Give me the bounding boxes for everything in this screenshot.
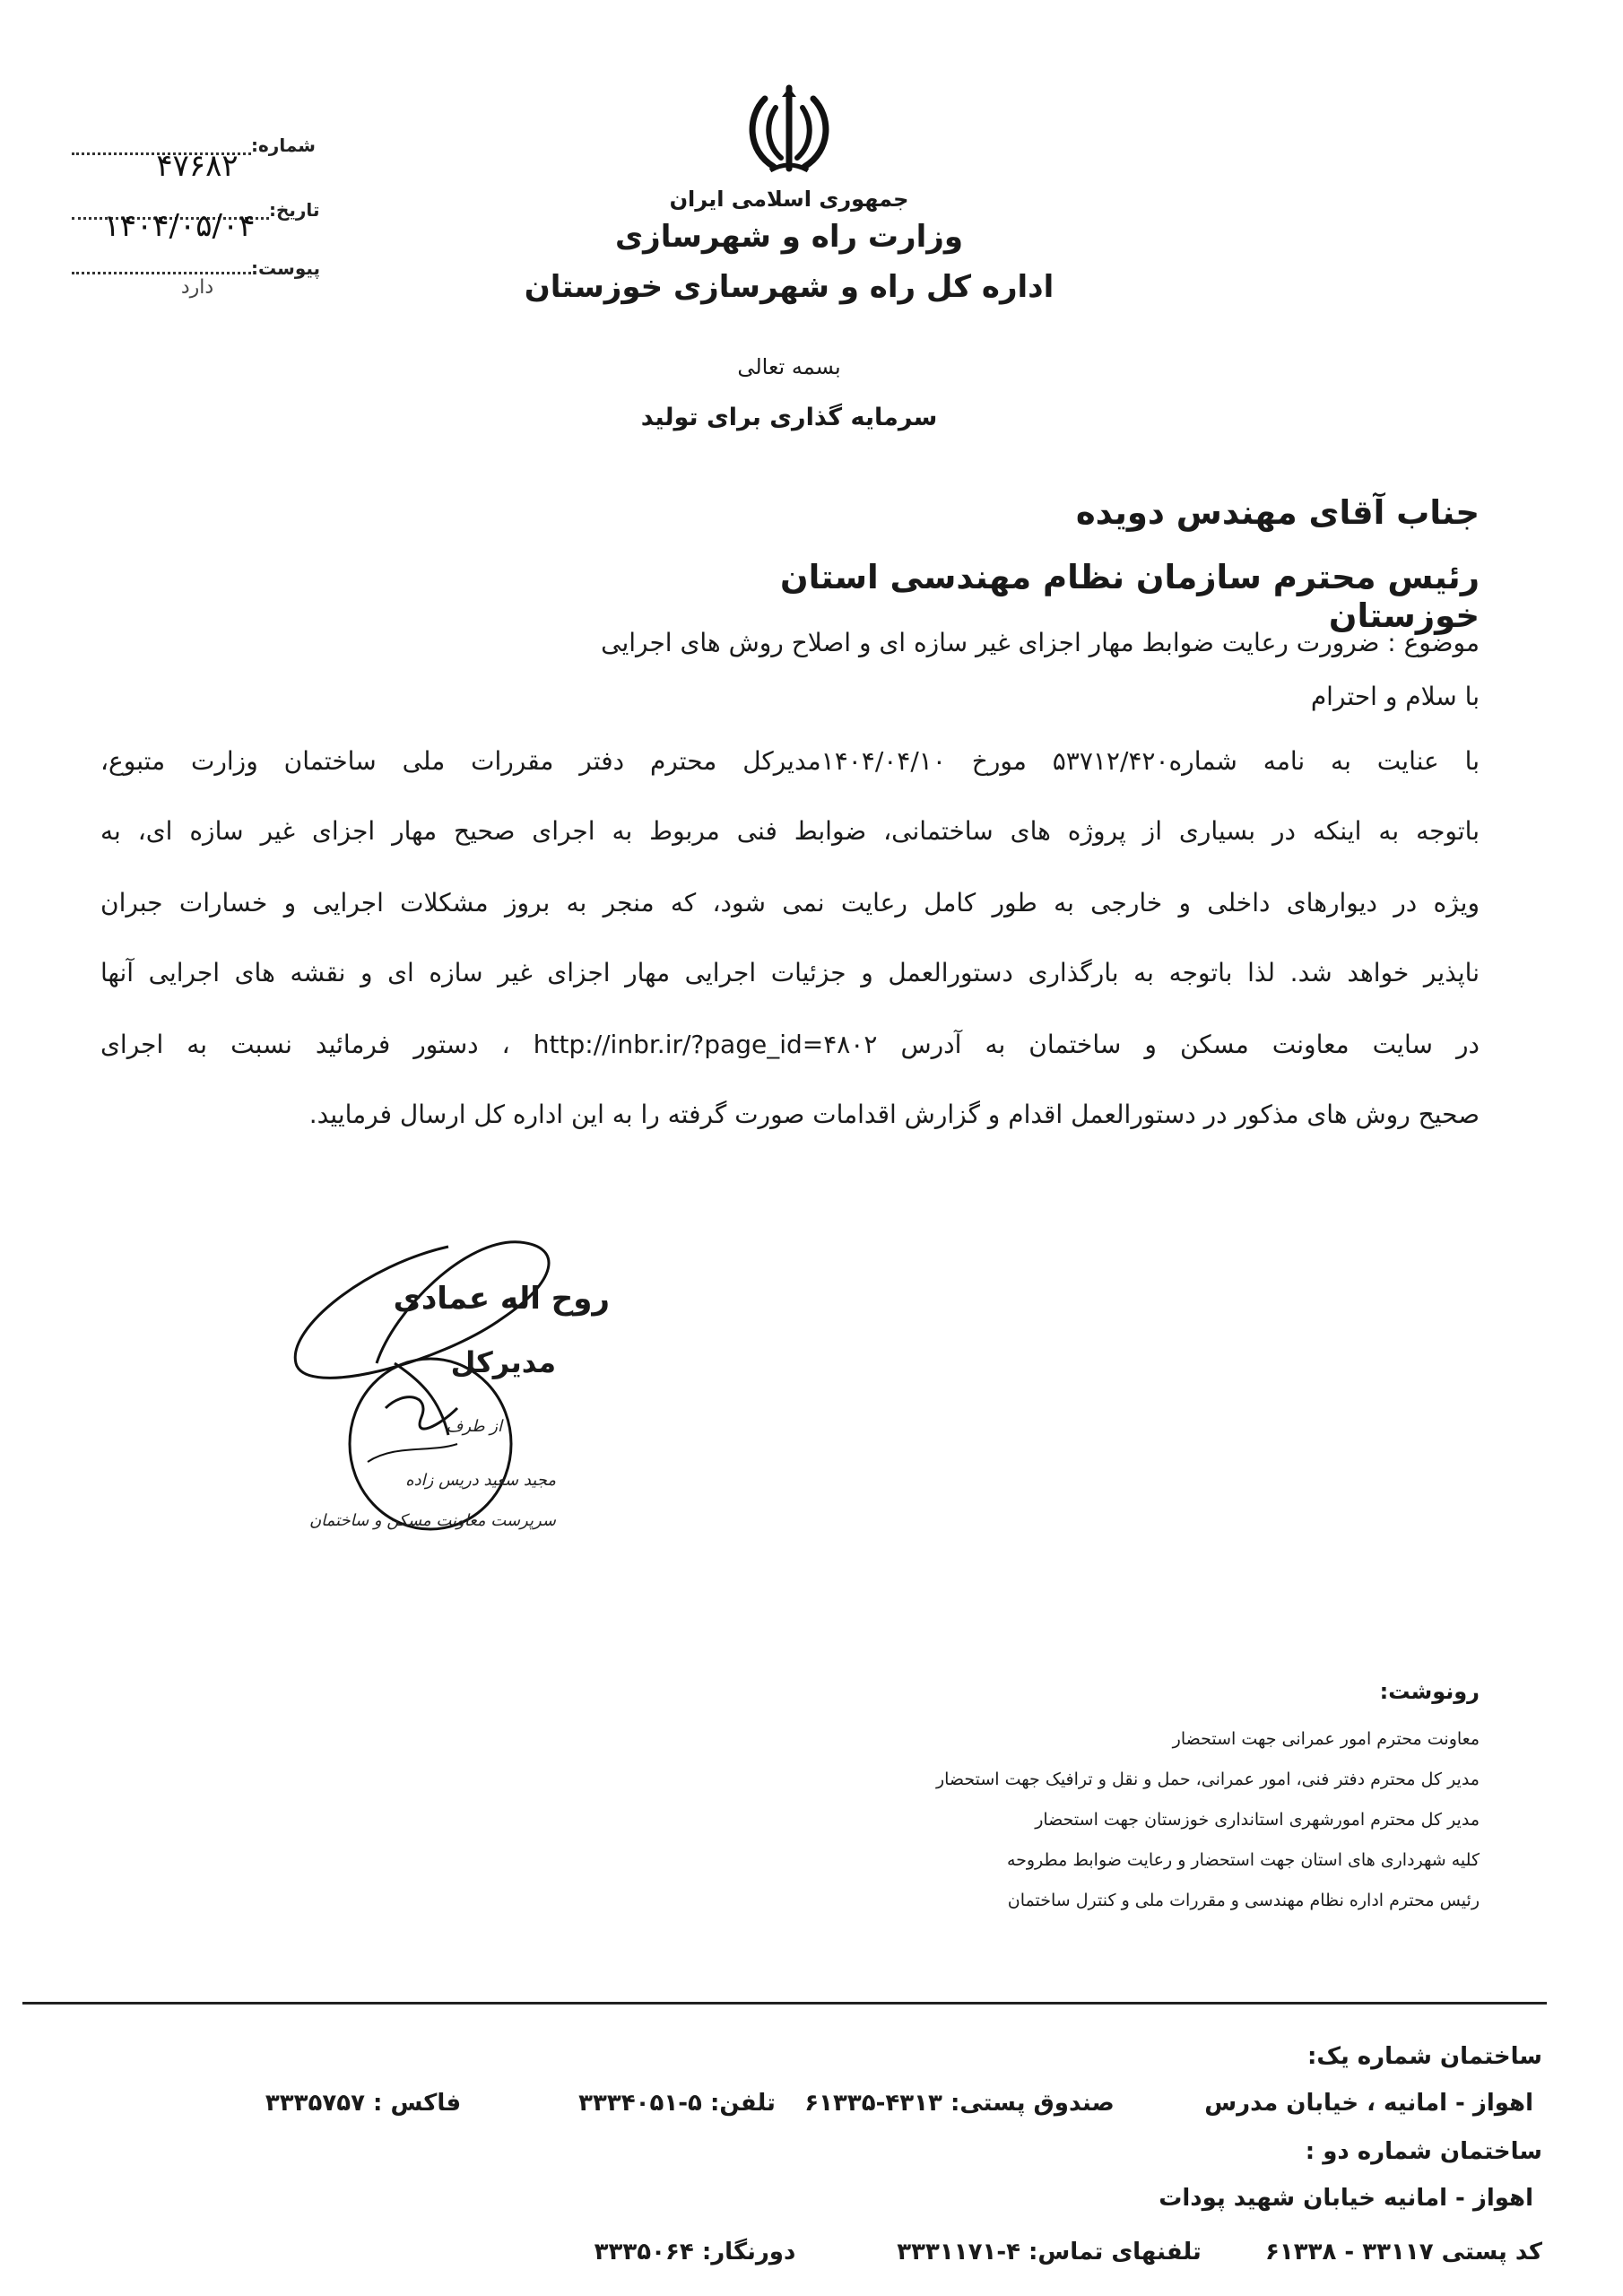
signer-title: مدیرکل xyxy=(450,1345,556,1379)
building1-pobox: صندوق پستی: ۴۳۱۳-۶۱۳۳۵ xyxy=(804,2090,1115,2117)
attachment-dots xyxy=(72,272,251,274)
cc-item-1: معاونت محترم امور عمرانی جهت استحضار xyxy=(1172,1729,1480,1749)
attachment-value: دارد xyxy=(180,276,214,299)
building2-postal-code: کد پستی ۳۳۱۱۷ - ۶۱۳۳۸ xyxy=(1264,2239,1542,2266)
stamp-deputy-title: سرپرست معاونت مسکن و ساختمان xyxy=(308,1511,556,1530)
cc-title: رونوشت: xyxy=(1379,1679,1480,1704)
ministry-title: وزارت راه و شهرسازی xyxy=(614,219,963,255)
cc-item-3: مدیر کل محترم امورشهری استانداری خوزستان جهت استحضار xyxy=(1035,1810,1480,1830)
building1-phone: تلفن: ۵-۳۳۳۴۰۵۱ xyxy=(578,2090,776,2117)
building2-phones: تلفنهای تماس: ۴-۳۳۳۱۱۷۱ xyxy=(897,2239,1202,2266)
body-line-6: صحیح روش های مذکور در دستورالعمل اقدام و گزارش اقدامات صورت گرفته را به این اداره کل ارسال فرمایید. xyxy=(308,1100,1480,1129)
building1-address: اهواز - امانیه ، خیابان مدرس xyxy=(1204,2090,1533,2117)
directorate-title: اداره کل راه و شهرسازی خوزستان xyxy=(524,269,1055,305)
building1-fax: فاکس : ۳۳۳۵۷۵۷ xyxy=(265,2090,462,2117)
greeting: با سلام و احترام xyxy=(1310,682,1480,711)
letter-date: ۱۴۰۴/۰۵/۰۴ xyxy=(103,208,256,244)
slogan: سرمایه گذاری برای تولید xyxy=(640,404,938,431)
cc-item-4: کلیه شهرداری های استان جهت استحضار و رعایت ضوابط مطروحه xyxy=(1006,1850,1480,1870)
addressee-title: رئیس محترم سازمان نظام مهندسی استان خوزستان xyxy=(780,558,1480,635)
subject-line: موضوع : ضرورت رعایت ضوابط مهار اجزای غیر سازه ای و اصلاح روش های اجرایی xyxy=(601,628,1480,657)
signer-name: روح اله عمادی xyxy=(393,1281,610,1317)
republic-title: جمهوری اسلامی ایران xyxy=(669,187,909,212)
body-line-3: ویژه در دیوارهای داخلی و خارجی به طور کامل رعایت نمی شود، که منجر به بروز مشکلات اجرایی و خسارات جبران xyxy=(100,888,1480,918)
body-line-1: با عنایت به نامه شماره۵۳۷۱۲/۴۲۰ مورخ ۱۴۰۴/۰۴/۱۰مدیرکل محترم دفتر مقررات ملی ساختمان وزارت متبوع، xyxy=(100,746,1480,776)
building1-title: ساختمان شماره یک: xyxy=(1306,2043,1542,2070)
body-line-4: ناپذیر خواهد شد. لذا باتوجه به بارگذاری دستورالعمل و جزئیات اجرایی مهار اجزای غیر سازه ای و نقشه های اجرایی آنها xyxy=(100,958,1480,987)
iran-emblem-icon xyxy=(740,81,838,179)
stamp-on-behalf: از طرف xyxy=(446,1417,502,1436)
building2-address: اهواز - امانیه خیابان شهید پودات xyxy=(1159,2185,1533,2212)
building2-fax: دورنگار: ۳۳۳۵۰۶۴ xyxy=(594,2239,796,2266)
stamp-deputy-name: مجید سعید دریس زاده xyxy=(405,1471,556,1490)
letter-number: ۴۷۶۸۲ xyxy=(156,148,239,184)
date-label: تاریخ: xyxy=(269,199,320,221)
body-line-2: باتوجه به اینکه در بسیاری از پروژه های ساختمانی، ضوابط فنی مربوط به اجرای صحیح مهار اجزای غیر سازه ای، به xyxy=(100,816,1480,846)
addressee-name: جناب آقای مهندس دویده xyxy=(1075,493,1480,532)
footer-divider xyxy=(22,2002,1547,2005)
cc-item-5: رئیس محترم اداره نظام مهندسی و مقررات ملی و کنترل ساختمان xyxy=(1007,1891,1480,1910)
invocation: بسمه تعالی xyxy=(737,354,841,379)
cc-item-2: مدیر کل محترم دفتر فنی، امور عمرانی، حمل و نقل و ترافیک جهت استحضار xyxy=(935,1770,1480,1789)
building2-title: ساختمان شماره دو : xyxy=(1305,2138,1542,2165)
body-line-5: در سایت معاونت مسکن و ساختمان به آدرس http://inbr.ir/?page_id=۴۸۰۲ ، دستور فرمائید نسبت به اجرای xyxy=(100,1030,1480,1059)
number-label: شماره: xyxy=(251,135,316,156)
attachment-label: پیوست: xyxy=(251,257,321,279)
